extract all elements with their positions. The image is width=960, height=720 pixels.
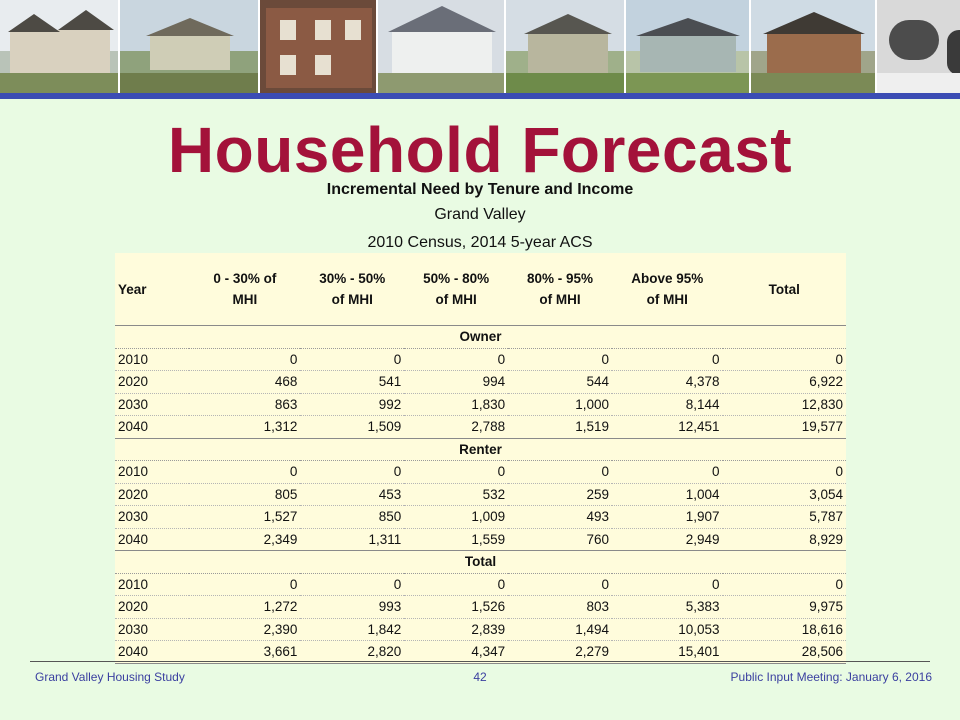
year-cell: 2040 (115, 416, 189, 439)
value-cell: 28,506 (723, 641, 846, 664)
value-cell: 0 (723, 573, 846, 596)
value-cell: 1,311 (300, 528, 404, 551)
column-header (508, 253, 612, 326)
region-label: Grand Valley (434, 206, 526, 223)
value-cell: 803 (508, 596, 612, 619)
table-row (115, 506, 846, 529)
table-row (115, 371, 846, 394)
table-row (115, 641, 846, 664)
value-cell: 18,616 (723, 618, 846, 641)
porch-house-photo (506, 0, 626, 93)
value-cell: 493 (508, 506, 612, 529)
value-cell: 0 (300, 461, 404, 484)
column-header (404, 253, 508, 326)
value-cell: 0 (189, 573, 300, 596)
column-header (723, 253, 846, 326)
value-cell: 0 (508, 573, 612, 596)
value-cell: 0 (300, 573, 404, 596)
header-divider (0, 93, 960, 99)
value-cell: 1,004 (612, 483, 723, 506)
page-title: Household Forecast (167, 114, 793, 186)
value-cell: 992 (300, 393, 404, 416)
value-cell: 544 (508, 371, 612, 394)
value-cell: 0 (508, 461, 612, 484)
value-cell: 1,907 (612, 506, 723, 529)
value-cell: 1,509 (300, 416, 404, 439)
year-cell: 2040 (115, 641, 189, 664)
column-header-line: of MHI (539, 292, 581, 307)
value-cell: 0 (404, 573, 508, 596)
year-cell: 2010 (115, 573, 189, 596)
footer-divider (30, 661, 930, 662)
value-cell: 993 (300, 596, 404, 619)
bungalow-photo (751, 0, 877, 93)
column-header-line: Year (118, 281, 147, 297)
value-cell: 1,272 (189, 596, 300, 619)
table-row (115, 483, 846, 506)
value-cell: 0 (404, 348, 508, 371)
value-cell: 0 (189, 348, 300, 371)
section-row (115, 438, 846, 461)
value-cell: 1,559 (404, 528, 508, 551)
value-cell: 2,349 (189, 528, 300, 551)
value-cell: 6,922 (723, 371, 846, 394)
table-row (115, 461, 846, 484)
value-cell: 0 (404, 461, 508, 484)
value-cell: 863 (189, 393, 300, 416)
table-body (115, 326, 846, 664)
value-cell: 3,661 (189, 641, 300, 664)
value-cell: 8,929 (723, 528, 846, 551)
table-subtitle: Incremental Need by Tenure and Income (326, 181, 634, 198)
table-row (115, 393, 846, 416)
value-cell: 760 (508, 528, 612, 551)
ranch-house-photo (626, 0, 751, 93)
footer-meeting-date: Public Input Meeting: January 6, 2016 (730, 670, 932, 684)
value-cell: 1,009 (404, 506, 508, 529)
value-cell: 453 (300, 483, 404, 506)
value-cell: 4,347 (404, 641, 508, 664)
value-cell: 2,390 (189, 618, 300, 641)
value-cell: 532 (404, 483, 508, 506)
photo-banner (0, 0, 960, 93)
value-cell: 0 (612, 348, 723, 371)
column-header (612, 253, 723, 326)
section-row (115, 551, 846, 574)
value-cell: 2,788 (404, 416, 508, 439)
value-cell: 1,842 (300, 618, 404, 641)
table-row (115, 573, 846, 596)
value-cell: 850 (300, 506, 404, 529)
table-row (115, 528, 846, 551)
column-header-line: of MHI (646, 292, 688, 307)
value-cell: 1,312 (189, 416, 300, 439)
year-cell: 2010 (115, 348, 189, 371)
column-header (300, 253, 404, 326)
two-story-house-photo (378, 0, 506, 93)
section-label: Renter (115, 438, 846, 461)
value-cell: 2,279 (508, 641, 612, 664)
homeless-photo (877, 0, 960, 93)
value-cell: 1,519 (508, 416, 612, 439)
value-cell: 5,383 (612, 596, 723, 619)
column-header (115, 253, 189, 326)
section-label: Total (115, 551, 846, 574)
value-cell: 15,401 (612, 641, 723, 664)
table-row (115, 416, 846, 439)
year-cell: 2030 (115, 618, 189, 641)
value-cell: 1,527 (189, 506, 300, 529)
value-cell: 259 (508, 483, 612, 506)
value-cell: 1,000 (508, 393, 612, 416)
value-cell: 1,526 (404, 596, 508, 619)
value-cell: 4,378 (612, 371, 723, 394)
value-cell: 1,830 (404, 393, 508, 416)
column-header (189, 253, 300, 326)
forecast-table (115, 253, 846, 664)
year-cell: 2040 (115, 528, 189, 551)
value-cell: 1,494 (508, 618, 612, 641)
column-header-line: of MHI (331, 292, 373, 307)
column-header-line: Above 95% (631, 271, 704, 286)
value-cell: 0 (612, 461, 723, 484)
section-row (115, 326, 846, 349)
value-cell: 0 (723, 461, 846, 484)
value-cell: 0 (612, 573, 723, 596)
value-cell: 2,839 (404, 618, 508, 641)
value-cell: 9,975 (723, 596, 846, 619)
year-cell: 2010 (115, 461, 189, 484)
column-header-line: MHI (232, 292, 258, 307)
value-cell: 0 (189, 461, 300, 484)
column-header-line: 50% - 80% (423, 271, 490, 286)
column-header-line: 30% - 50% (319, 271, 386, 286)
value-cell: 8,144 (612, 393, 723, 416)
footer-study-name: Grand Valley Housing Study (35, 670, 185, 684)
data-source: 2010 Census, 2014 5-year ACS (367, 234, 593, 251)
column-header-line: 0 - 30% of (213, 271, 277, 286)
year-cell: 2020 (115, 596, 189, 619)
table-row (115, 348, 846, 371)
table-row (115, 618, 846, 641)
table-header-row (115, 253, 846, 326)
year-cell: 2030 (115, 506, 189, 529)
year-cell: 2020 (115, 371, 189, 394)
table-row (115, 596, 846, 619)
column-header-line: 80% - 95% (527, 271, 594, 286)
value-cell: 3,054 (723, 483, 846, 506)
value-cell: 5,787 (723, 506, 846, 529)
value-cell: 12,830 (723, 393, 846, 416)
value-cell: 0 (300, 348, 404, 371)
value-cell: 0 (723, 348, 846, 371)
small-house-photo (120, 0, 260, 93)
value-cell: 805 (189, 483, 300, 506)
column-header-line: of MHI (435, 292, 477, 307)
section-label: Owner (115, 326, 846, 349)
year-cell: 2020 (115, 483, 189, 506)
townhouses-photo (0, 0, 120, 93)
value-cell: 12,451 (612, 416, 723, 439)
footer-page-number: 42 (473, 670, 487, 684)
value-cell: 994 (404, 371, 508, 394)
value-cell: 2,820 (300, 641, 404, 664)
brick-building-photo (260, 0, 378, 93)
column-header-line: Total (768, 281, 800, 297)
value-cell: 10,053 (612, 618, 723, 641)
year-cell: 2030 (115, 393, 189, 416)
value-cell: 468 (189, 371, 300, 394)
value-cell: 2,949 (612, 528, 723, 551)
value-cell: 19,577 (723, 416, 846, 439)
value-cell: 541 (300, 371, 404, 394)
value-cell: 0 (508, 348, 612, 371)
